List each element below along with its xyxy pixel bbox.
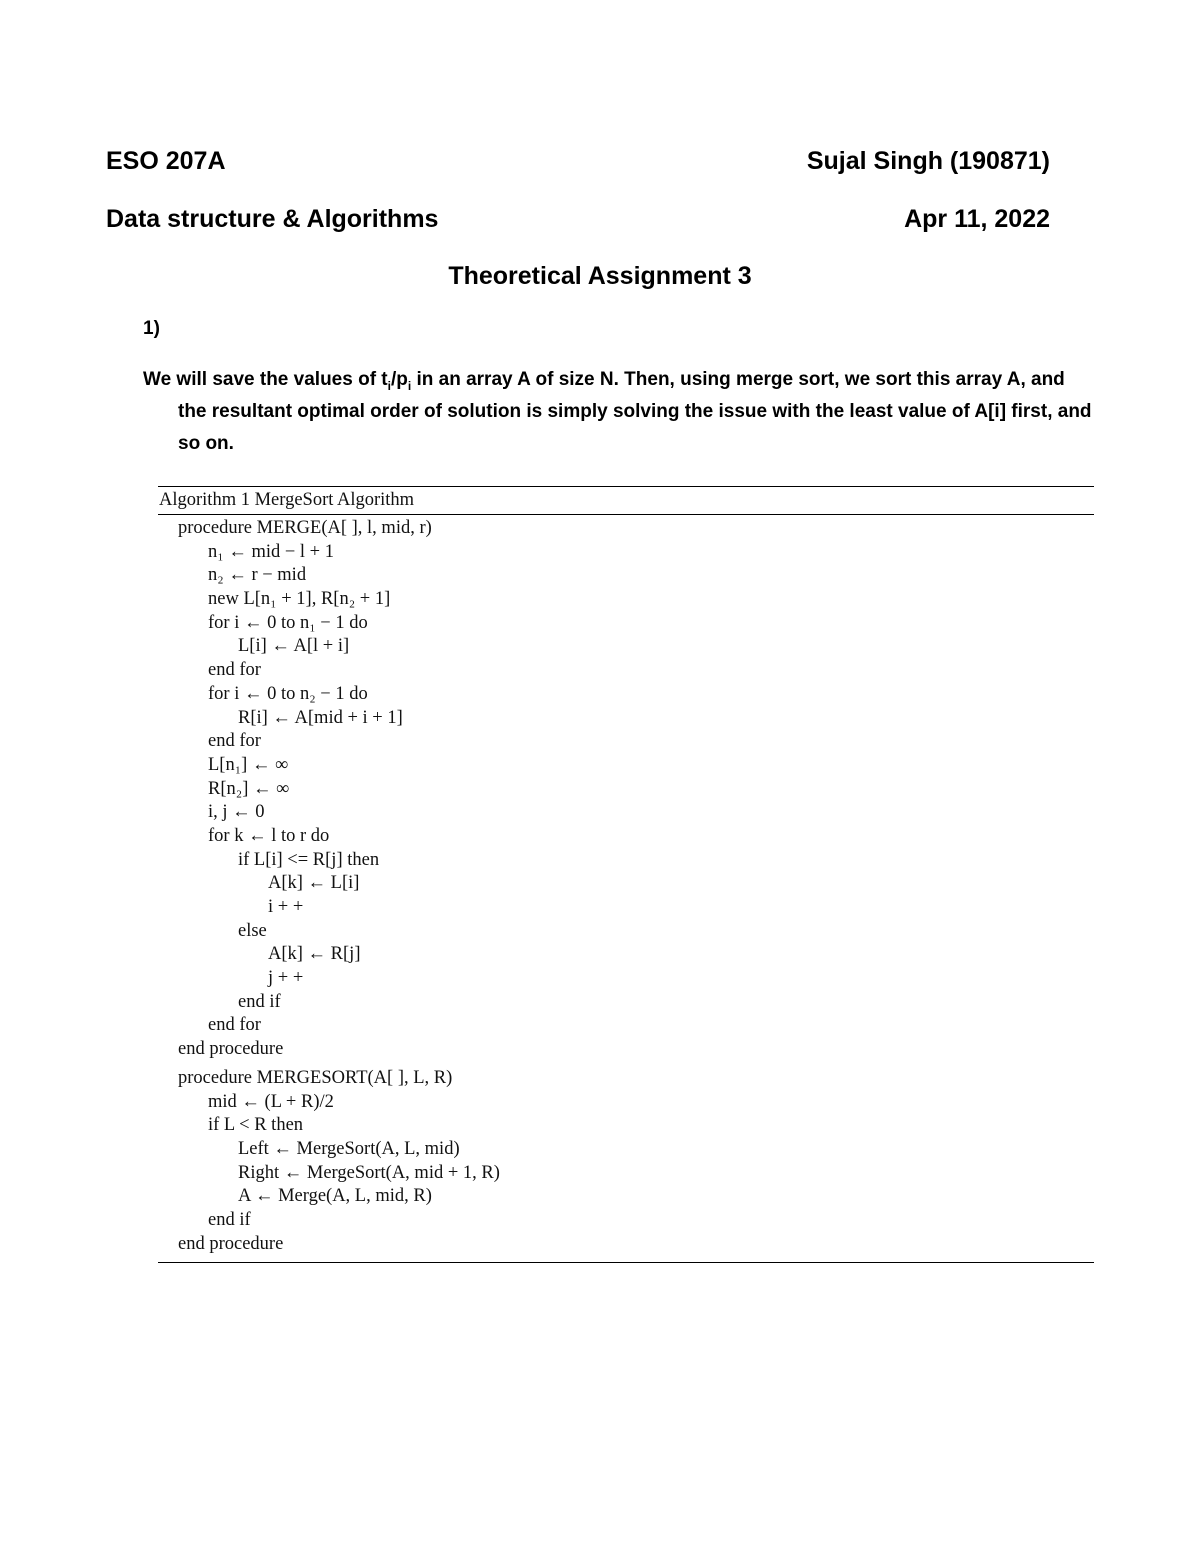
code-line: for i ← 0 to n₂ − 1 do (208, 683, 368, 704)
code-line: Left ← MergeSort(A, L, mid) (238, 1138, 460, 1159)
code-line: new L[n₁ + 1], R[n₂ + 1] (208, 589, 391, 610)
answer-text: of size N. Then, using merge sort, we sort this array A, and the resultant optimal order of solution is simply solving the issue with the least value of A[i] first, and so on. (178, 369, 1092, 454)
code-line: end for (208, 660, 261, 681)
answer-text: in an array (411, 369, 518, 390)
code-line: i, j ← 0 (208, 802, 265, 823)
answer-text: We will save the values of t (143, 369, 388, 390)
code-line: R[i] ← A[mid + i + 1] (238, 707, 403, 728)
code-line: j + + (268, 968, 304, 989)
code-line: for k ← l to r do (208, 825, 330, 846)
author-name: Sujal Singh (190871) (806, 147, 1050, 175)
answer-paragraph (143, 364, 1098, 460)
code-line: end procedure (178, 1039, 284, 1060)
code-line: if L[i] <= R[j] then (238, 849, 380, 870)
code-line: else (238, 920, 267, 941)
answer-text: A (517, 369, 531, 390)
code-line: A[k] ← R[j] (268, 944, 361, 965)
algorithm-caption: Algorithm 1 MergeSort Algorithm (158, 487, 1094, 515)
code-line: A[k] ← L[i] (268, 873, 360, 894)
course-name: Data structure & Algorithms (106, 205, 439, 233)
code-line: procedure MERGE(A[ ], l, mid, r) (178, 518, 432, 538)
question-number: 1) (143, 318, 160, 339)
code-line: end if (238, 991, 281, 1012)
course-code: ESO 207A (106, 147, 226, 175)
page-title: Theoretical Assignment 3 (448, 262, 752, 290)
answer-text: /p (390, 369, 408, 390)
code-line: if L < R then (208, 1115, 304, 1136)
answer-subscript: i (407, 378, 412, 393)
code-line: end for (208, 1015, 261, 1036)
code-line: procedure MERGESORT(A[ ], L, R) (178, 1067, 453, 1088)
code-line: i + + (268, 897, 304, 917)
code-line: n₁ ← mid − l + 1 (208, 541, 334, 562)
algorithm-body (158, 515, 1094, 1262)
code-line: L[i] ← A[l + i] (238, 636, 350, 657)
code-line: mid ← (L + R)/2 (208, 1091, 334, 1112)
code-line: Right ← MergeSort(A, mid + 1, R) (238, 1162, 500, 1183)
code-line: end for (208, 731, 261, 752)
algorithm-box (158, 486, 1094, 1263)
code-line: A ← Merge(A, L, mid, R) (238, 1186, 432, 1207)
code-line: R[n₂] ← ∞ (208, 778, 290, 799)
code-line: end if (208, 1209, 251, 1230)
answer-subscript: i (387, 378, 391, 393)
code-line: for i ← 0 to n₁ − 1 do (208, 612, 368, 633)
code-line: end procedure (178, 1233, 284, 1254)
date: Apr 11, 2022 (904, 205, 1050, 233)
code-line: L[n₁] ← ∞ (208, 754, 289, 775)
code-line: n₂ ← r − mid (208, 565, 307, 586)
